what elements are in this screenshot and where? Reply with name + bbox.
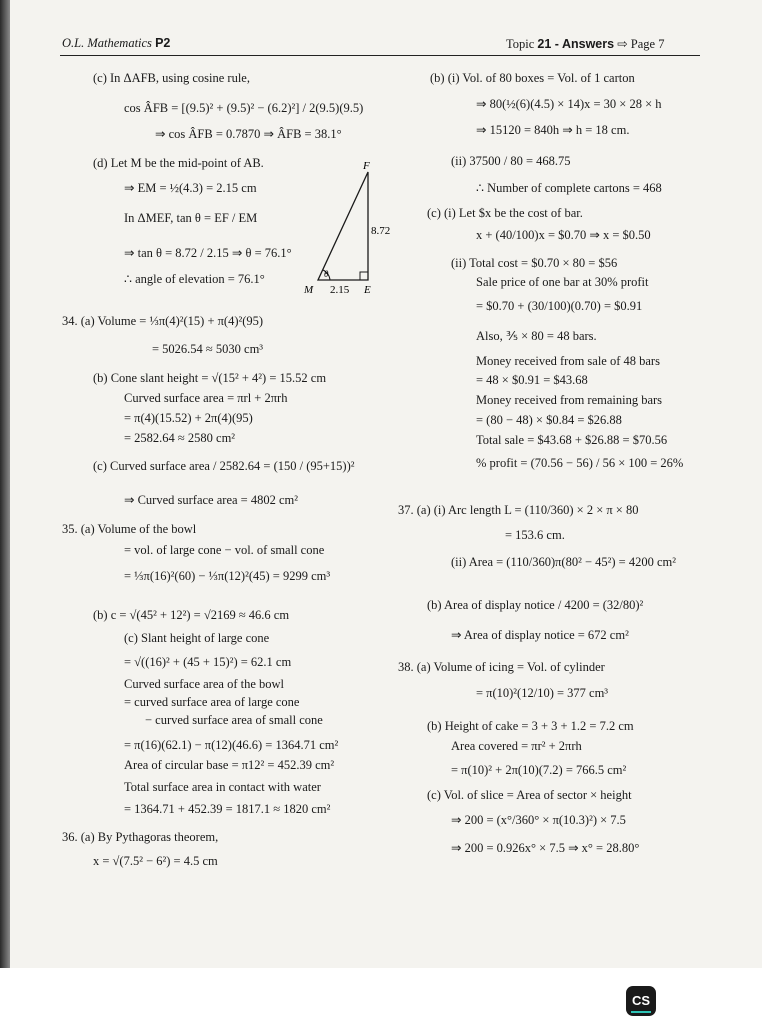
right-col-line: ∴ Number of complete cartons = 468 xyxy=(476,181,662,195)
right-col-line: ⇒ 200 = 0.926x° × 7.5 ⇒ x° = 28.80° xyxy=(451,841,640,855)
right-col-line: Money received from remaining bars xyxy=(476,393,663,407)
left-col-line: x = √(7.5² − 6²) = 4.5 cm xyxy=(93,854,218,868)
left-col-line: (d) Let M be the mid-point of AB. xyxy=(93,156,264,170)
right-col-line: = (80 − 48) × $0.84 = $26.88 xyxy=(476,413,622,427)
right-col-line: Sale price of one bar at 30% profit xyxy=(476,275,649,289)
right-col-line: = 153.6 cm. xyxy=(505,528,565,542)
height-label: 8.72 xyxy=(371,225,390,237)
right-col-line: = π(10)² + 2π(10)(7.2) = 766.5 cm² xyxy=(451,763,627,777)
left-col-line: = vol. of large cone − vol. of small cone xyxy=(124,543,325,557)
vertex-f-label: F xyxy=(363,160,370,172)
right-col-line: 38. (a) Volume of icing = Vol. of cylinder xyxy=(398,660,605,674)
left-col-line: = curved surface area of large cone xyxy=(124,695,300,709)
left-col-line: ⇒ Curved surface area = 4802 cm² xyxy=(124,493,298,507)
right-col-line: (b) Height of cake = 3 + 3 + 1.2 = 7.2 cm xyxy=(427,719,634,733)
left-col-line: Curved surface area of the bowl xyxy=(124,677,284,691)
vertex-m-label: M xyxy=(304,284,314,296)
left-col-line: Area of circular base = π12² = 452.39 cm² xyxy=(124,758,335,772)
page-binding-edge xyxy=(0,0,10,968)
right-col-line: x + (40/100)x = $0.70 ⇒ x = $0.50 xyxy=(476,228,651,242)
right-col-line: (ii) Area = (110/360)π(80² − 45²) = 4200 cm² xyxy=(451,555,676,569)
right-col-line: 37. (a) (i) Arc length L = (110/360) × 2 × π × 80 xyxy=(398,503,639,517)
left-col-line: 35. (a) Volume of the bowl xyxy=(62,522,197,536)
left-col-line: 34. (a) Volume = ⅓π(4)²(15) + π(4)²(95) xyxy=(62,314,264,328)
right-angle-mark xyxy=(360,272,368,280)
left-col-line: Total surface area in contact with water xyxy=(124,780,321,794)
header-answers: 21 - Answers xyxy=(537,37,615,51)
right-col-line: ⇒ 200 = (x°/360° × π(10.3)²) × 7.5 xyxy=(451,813,626,827)
right-col-line: Money received from sale of 48 bars xyxy=(476,354,660,368)
camscanner-logo: CS xyxy=(626,986,656,1016)
right-col-line: % profit = (70.56 − 56) / 56 × 100 = 26% xyxy=(476,456,684,470)
header-paper: P2 xyxy=(155,36,171,50)
right-col-line: (b) Area of display notice / 4200 = (32/80)² xyxy=(427,598,644,612)
triangle-mef xyxy=(318,172,368,280)
right-col-line: (ii) Total cost = $0.70 × 80 = $56 xyxy=(451,256,618,270)
left-col-line: In ΔMEF, tan θ = EF / EM xyxy=(124,211,258,225)
left-col-line: ∴ angle of elevation = 76.1° xyxy=(124,272,265,286)
left-col-line: (c) In ΔAFB, using cosine rule, xyxy=(93,71,250,85)
right-col-line: Area covered = πr² + 2πrh xyxy=(451,739,582,753)
left-col-line: ⇒ EM = ½(4.3) = 2.15 cm xyxy=(124,181,257,195)
header-page: ⇨ Page 7 xyxy=(617,37,665,51)
left-col-line: = π(16)(62.1) − π(12)(46.6) = 1364.71 cm² xyxy=(124,738,339,752)
right-col-line: (c) Vol. of slice = Area of sector × height xyxy=(427,788,632,802)
right-col-line: ⇒ 15120 = 840h ⇒ h = 18 cm. xyxy=(476,123,630,137)
right-col-line: ⇒ Area of display notice = 672 cm² xyxy=(451,628,629,642)
left-col-line: cos ÂFB = [(9.5)² + (9.5)² − (6.2)²] / 2(9.5)(9.5) xyxy=(124,101,364,115)
angle-label: θ xyxy=(324,269,329,279)
header-topic: Topic xyxy=(506,37,535,51)
header-subject: O.L. Mathematics xyxy=(62,36,152,50)
right-col-line: (b) (i) Vol. of 80 boxes = Vol. of 1 carton xyxy=(430,71,635,85)
header-rule xyxy=(60,55,700,56)
left-col-line: (b) c = √(45² + 12²) = √2169 ≈ 46.6 cm xyxy=(93,608,290,622)
right-col-line: = π(10)²(12/10) = 377 cm³ xyxy=(476,686,609,700)
left-col-line: ⇒ tan θ = 8.72 / 2.15 ⇒ θ = 76.1° xyxy=(124,246,292,260)
left-col-line: = √((16)² + (45 + 15)²) = 62.1 cm xyxy=(124,655,292,669)
header-left xyxy=(62,36,170,51)
left-col-line: (b) Cone slant height = √(15² + 4²) = 15.52 cm xyxy=(93,371,327,385)
right-col-line: = 48 × $0.91 = $43.68 xyxy=(476,373,588,387)
left-col-line: = ⅓π(16)²(60) − ⅓π(12)²(45) = 9299 cm³ xyxy=(124,569,331,583)
scanned-page xyxy=(10,0,762,968)
left-col-line: Curved surface area = πrl + 2πrh xyxy=(124,391,288,405)
left-col-line: (c) Slant height of large cone xyxy=(124,631,270,645)
right-col-line: = $0.70 + (30/100)(0.70) = $0.91 xyxy=(476,299,643,313)
header-right xyxy=(506,36,664,52)
left-col-line: = π(4)(15.52) + 2π(4)(95) xyxy=(124,411,253,425)
triangle-figure xyxy=(300,160,390,300)
right-col-line: (c) (i) Let $x be the cost of bar. xyxy=(427,206,583,220)
logo-accent-bar xyxy=(631,1011,651,1013)
left-col-line: = 5026.54 ≈ 5030 cm³ xyxy=(152,342,264,356)
left-col-line: 36. (a) By Pythagoras theorem, xyxy=(62,830,219,844)
right-col-line: Total sale = $43.68 + $26.88 = $70.56 xyxy=(476,433,668,447)
right-col-line: Also, ⅗ × 80 = 48 bars. xyxy=(476,329,597,343)
left-col-line: = 1364.71 + 452.39 = 1817.1 ≈ 1820 cm² xyxy=(124,802,331,816)
left-col-line: = 2582.64 ≈ 2580 cm² xyxy=(124,431,236,445)
right-col-line: (ii) 37500 / 80 = 468.75 xyxy=(451,154,571,168)
left-col-line: ⇒ cos ÂFB = 0.7870 ⇒ ÂFB = 38.1° xyxy=(155,127,342,141)
base-label: 2.15 xyxy=(330,284,350,296)
vertex-e-label: E xyxy=(364,284,371,296)
right-col-line: ⇒ 80(½(6)(4.5) × 14)x = 30 × 28 × h xyxy=(476,97,662,111)
left-col-line: − curved surface area of small cone xyxy=(145,713,323,727)
left-col-line: (c) Curved surface area / 2582.64 = (150 / (95+15))² xyxy=(93,459,355,473)
